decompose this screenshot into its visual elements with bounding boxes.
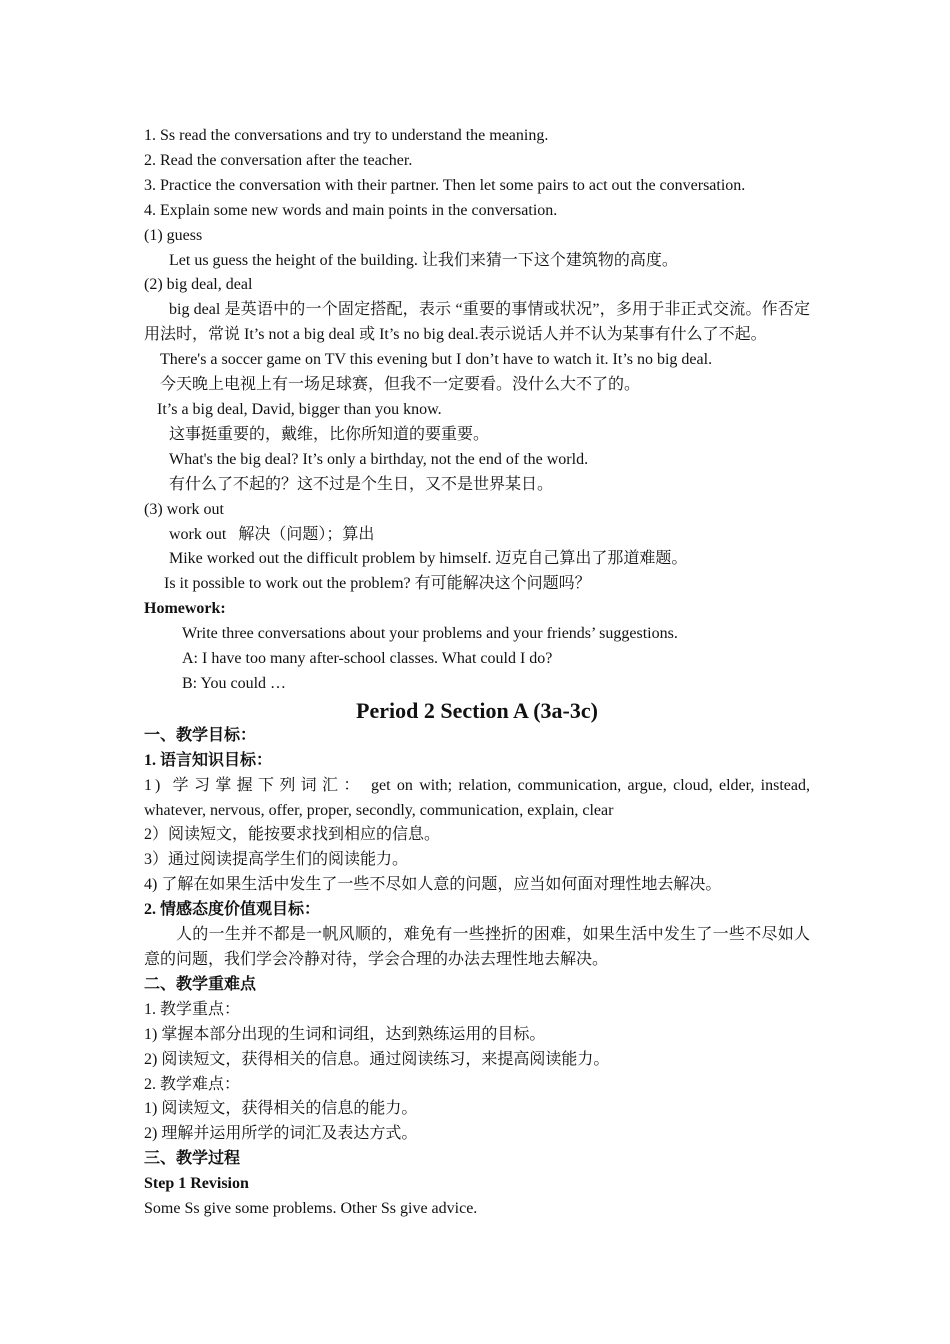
big-deal-example-3-cn: 有什么了不起的？这不过是个生日，又不是世界某日。	[169, 475, 554, 493]
work-out-example-2: Is it possible to work out the problem? 有可能解决这个问题吗？	[164, 575, 591, 593]
knowledge-objective-2: 2）阅读短文，能按要求找到相应的信息。	[144, 826, 441, 844]
values-objectives-text: 人的一生并不都是一帆风顺的，难免有一些挫折的困难，如果生活中发生了一些不尽如人意的问题，我们学会冷静对待，学会合理的办法去理性地去解决。	[144, 926, 810, 968]
big-deal-example-3-en: What's the big deal? It’s only a birthday, not the end of the world.	[169, 450, 589, 468]
knowledge-objective-3: 3）通过阅读提高学生们的阅读能力。	[144, 851, 409, 869]
difficulty-item-2: 2) 理解并运用所学的词汇及表达方式。	[144, 1125, 418, 1143]
homework-task: Write three conversations about your problems and your friends’ suggestions.	[182, 625, 678, 643]
vocabulary-list: get on with; relation, communication, argue, cloud, elder, instead, whatever, nervous, offer, proper, secondly, communication, explain, clear	[144, 776, 810, 819]
work-out-heading: (3) work out	[144, 500, 224, 518]
big-deal-example-1-en: There's a soccer game on TV this evening but I don’t have to watch it. It’s no big deal.	[160, 351, 713, 369]
process-heading: 三、教学过程	[144, 1150, 241, 1168]
guess-heading: (1) guess	[144, 226, 203, 244]
procedure-step-3: 3. Practice the conversation with their partner. Then let some pairs to act out the conversation.	[144, 176, 746, 194]
procedure-step-4: 4. Explain some new words and main points in the conversation.	[144, 201, 558, 219]
step-1-heading: Step 1 Revision	[144, 1175, 249, 1193]
big-deal-explanation: big deal 是英语中的一个固定搭配，表示 “重要的事情或状况”，多用于非正式交流。作否定用法时，常说 It’s not a big deal 或 It’s no big deal.表示说话人并不认为某事有什么了不起。	[144, 301, 810, 344]
big-deal-heading: (2) big deal, deal	[144, 276, 253, 294]
homework-dialog-b: B: You could …	[182, 674, 287, 692]
knowledge-objectives-heading: 1. 语言知识目标：	[144, 751, 273, 769]
difficulty-item-1: 1) 阅读短文，获得相关的信息的能力。	[144, 1100, 418, 1118]
homework-heading: Homework:	[144, 600, 226, 618]
period-title: Period 2 Section A (3a-3c)	[356, 697, 598, 723]
guess-example: Let us guess the height of the building. 让我们来猜一下这个建筑物的高度。	[169, 251, 678, 269]
knowledge-objective-4: 4) 了解在如果生活中发生了一些不尽如人意的问题，应当如何面对理性地去解决。	[144, 876, 722, 894]
big-deal-example-1-cn: 今天晚上电视上有一场足球赛，但我不一定要看。没什么大不了的。	[160, 376, 641, 394]
big-deal-example-2-en: It’s a big deal, David, bigger than you know.	[157, 400, 442, 418]
focus-item-1: 1) 掌握本部分出现的生词和词组，达到熟练运用的目标。	[144, 1025, 546, 1043]
focus-item-2: 2) 阅读短文，获得相关的信息。通过阅读练习，来提高阅读能力。	[144, 1050, 610, 1068]
values-objectives-heading: 2. 情感态度价值观目标：	[144, 901, 321, 919]
knowledge-objective-1	[144, 774, 810, 824]
key-points-heading: 二、教学重难点	[144, 975, 257, 993]
knowledge-objective-1-prefix: 1) 学习掌握下列词汇：	[144, 776, 365, 794]
step-1-text: Some Ss give some problems. Other Ss give advice.	[144, 1200, 478, 1218]
procedure-step-2: 2. Read the conversation after the teacher.	[144, 151, 413, 169]
homework-dialog-a: A: I have too many after-school classes. What could I do?	[182, 650, 553, 668]
focus-heading: 1. 教学重点：	[144, 1000, 241, 1018]
difficulty-heading: 2. 教学难点：	[144, 1075, 241, 1093]
procedure-step-1: 1. Ss read the conversations and try to understand the meaning.	[144, 127, 549, 144]
objectives-heading: 一、教学目标：	[144, 726, 257, 744]
big-deal-example-2-cn: 这事挺重要的，戴维，比你所知道的要重要。	[169, 425, 490, 443]
work-out-example-1: Mike worked out the difficult problem by himself. 迈克自己算出了那道难题。	[169, 550, 688, 568]
document-page	[144, 124, 810, 1222]
work-out-meaning: work out 解决（问题）；算出	[169, 525, 375, 543]
